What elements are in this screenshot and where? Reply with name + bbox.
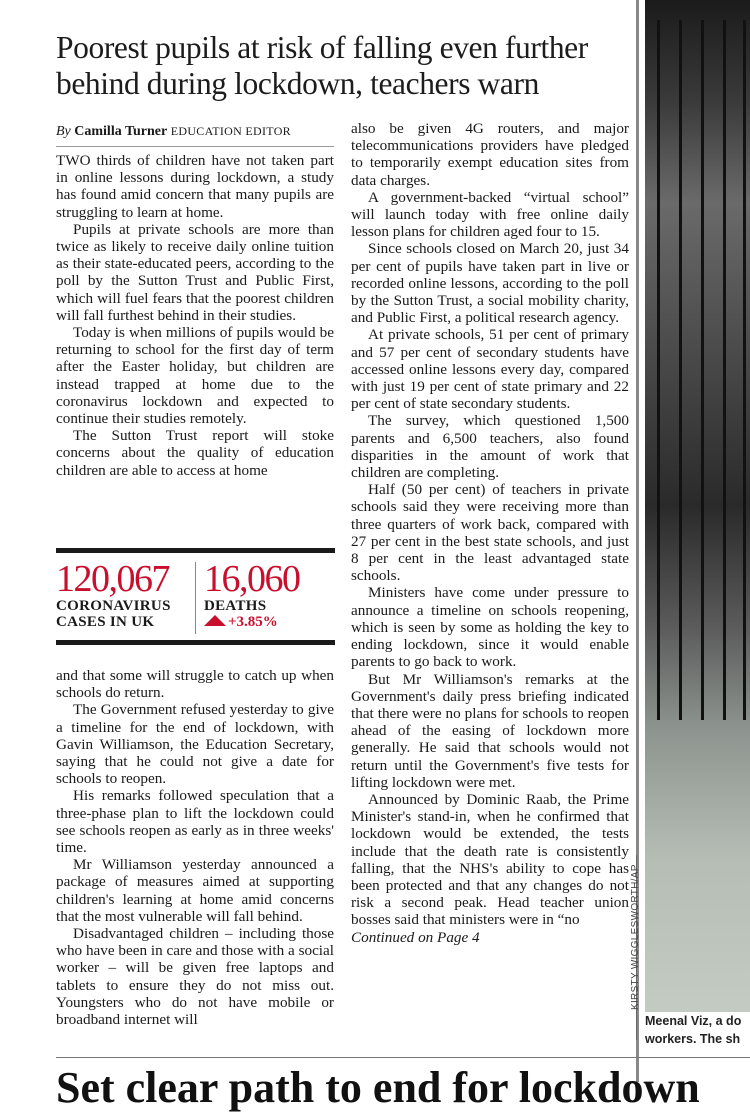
photo-credit: KIRSTY WIGGLESWORTH/AP	[630, 864, 641, 1010]
paragraph: Announced by Dominic Raab, the Prime Minister's stand-in, when he confirmed that lockdown would be extended, the tests include that the death rate is consistently falling, that the NHS's ability to cope has been protected and that any changes do not risk a second peak. Head teacher union bosses said that ministers were in “no	[351, 790, 629, 929]
up-triangle-icon	[204, 615, 226, 626]
cases-stat	[56, 560, 171, 630]
stats-divider	[195, 562, 196, 634]
caption-line-1: Meenal Viz, a do	[645, 1014, 742, 1028]
cases-label-2: CASES IN UK	[56, 614, 155, 630]
paragraph: TWO thirds of children have not taken part in online lessons during lockdown, a study has found amid concern that many pupils are struggling to learn at home.	[56, 152, 334, 221]
deaths-change: +3.85%	[228, 614, 278, 630]
byline-author: Camilla Turner	[74, 124, 168, 139]
paragraph: Mr Williamson yesterday announced a package of measures aimed at supporting children's learning at home amid concerns that the most vulnerable will fall behind.	[56, 856, 334, 925]
column-2	[351, 120, 629, 946]
paragraph: also be given 4G routers, and major telecommunications providers have pledged to temporarily exempt education sites from data charges.	[351, 120, 629, 189]
continued-link[interactable]: Continued on Page 4	[351, 928, 480, 946]
column-1-top	[56, 152, 334, 479]
paragraph: Ministers have come under pressure to announce a timeline on schools reopening, which is seen by some as holding the key to ending lockdown, since it would enable parents to go back to work.	[351, 584, 629, 671]
paragraph: and that some will struggle to catch up when schools do return.	[56, 667, 334, 702]
paragraph: Disadvantaged children – including those who have been in care and those with a social worker – will be given free laptops and tablets to ensure they do not miss out. Youngsters who do not have mobile or broadband internet will	[56, 925, 334, 1029]
article-headline: Poorest pupils at risk of falling even further behind during lockdown, teachers warn	[56, 30, 588, 101]
byline-by: By	[56, 124, 71, 139]
paragraph: Pupils at private schools are more than twice as likely to receive daily online tuition as their state-educated peers, according to the poll by the Sutton Trust and Public First, which will fuel fears that the poorest children will fall furthest behind in their studies.	[56, 220, 334, 324]
section-rule	[56, 1057, 750, 1058]
deaths-label: DEATHS	[204, 598, 267, 614]
next-article-headline	[56, 1063, 746, 1112]
paragraph: Half (50 per cent) of teachers in private schools said they were receiving more than three quarters of work back, compared with 27 per cent in the best state schools, and just 8 per cent in the least advantaged state schools.	[351, 481, 629, 585]
paragraph: Since schools closed on March 20, just 34 per cent of pupils have taken part in live or recorded online lessons, according to the poll by the Sutton Trust, a social mobility charity, and Public First, a political research agency.	[351, 240, 629, 327]
paragraph: Today is when millions of pupils would be returning to school for the first day of term after the Easter holiday, but children are instead trapped at home due to the coronavirus lockdown and expected to continue their studies remotely.	[56, 324, 334, 428]
stats-box	[56, 548, 335, 646]
paragraph: The Government refused yesterday to give a timeline for the end of lockdown, with Gavin Williamson, the Education Secretary, saying that he could not give a date for schools to reopen.	[56, 701, 334, 788]
photo-caption	[645, 1012, 750, 1048]
deaths-stat	[204, 560, 300, 631]
news-photo	[645, 0, 750, 1012]
byline-role: EDUCATION EDITOR	[170, 124, 291, 138]
byline	[56, 124, 334, 147]
stats-bottom-rule	[56, 640, 335, 645]
paragraph: His remarks followed speculation that a three-phase plan to lift the lockdown could see schools reopen as early as in three weeks' time.	[56, 787, 334, 857]
next-headline-text: Set clear path to end for lockdown	[56, 1063, 700, 1112]
paragraph: A government-backed “virtual school” will launch today with free online daily lesson plans for children aged four to 15.	[351, 188, 629, 241]
paragraph: At private schools, 51 per cent of primary and 57 per cent of secondary students have accessed online lessons every day, compared with just 19 per cent of state primary and 22 per cent of state secondary students.	[351, 326, 629, 413]
stats-top-rule	[56, 548, 335, 553]
column-1-bottom	[56, 667, 334, 1028]
cases-label-1: CORONAVIRUS	[56, 598, 171, 614]
paragraph: The survey, which questioned 1,500 parents and 6,500 teachers, also found disparities in the amount of work that children are completing.	[351, 412, 629, 482]
deaths-value: 16,060	[204, 558, 300, 600]
caption-line-2: workers. The sh	[645, 1032, 741, 1046]
paragraph: But Mr Williamson's remarks at the Government's daily press briefing indicated that there were no plans for schools to reopen ahead of the easing of lockdown more generally. He said that schools would not return until the Government's five tests for lifting lockdown were met.	[351, 670, 629, 791]
paragraph: The Sutton Trust report will stoke concerns about the quality of education children are able to access at home	[56, 427, 334, 479]
cases-value: 120,067	[56, 558, 169, 600]
